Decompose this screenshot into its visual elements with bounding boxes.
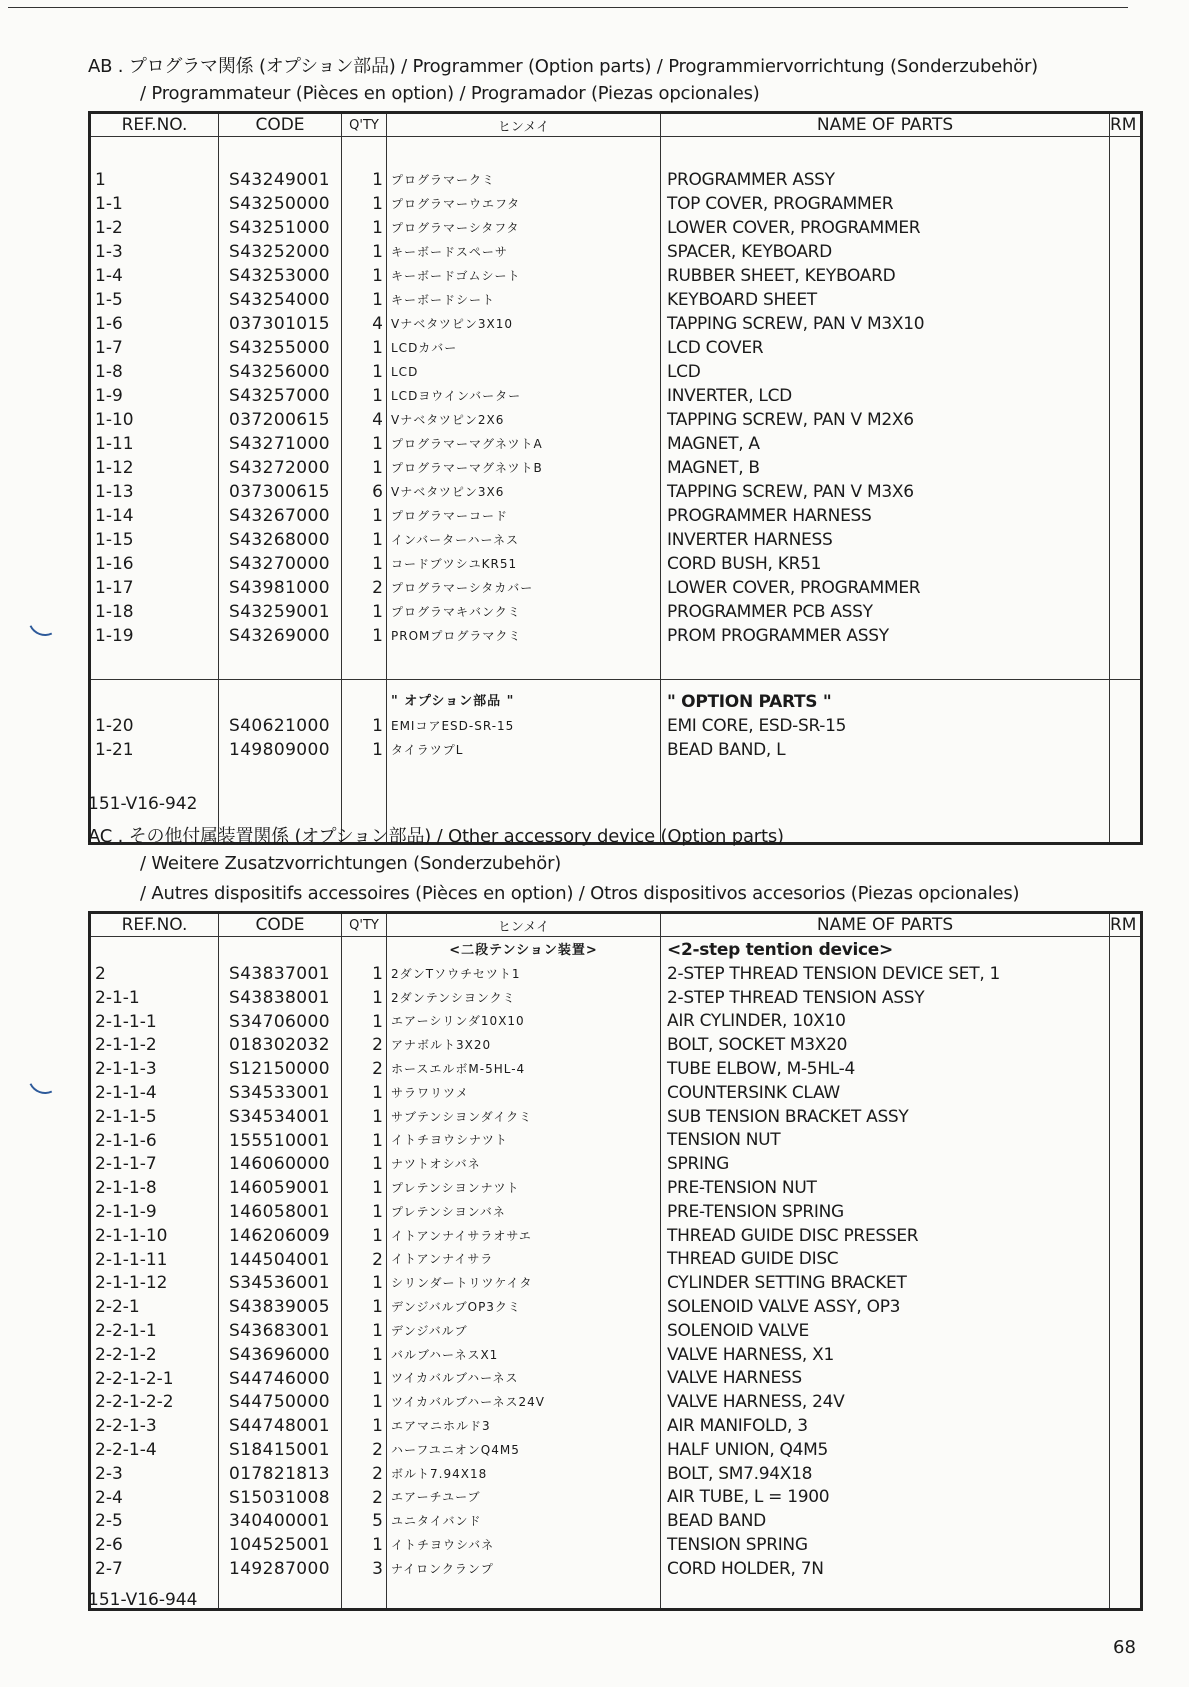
table-cell: 1 — [372, 1344, 383, 1365]
table-cell: 1-21 — [95, 740, 134, 760]
section-ac-subtitle-2: / Autres dispositifs accessoires (Pièces en option) / Otros dispositivos accesorios (Piezas opcionales) — [140, 883, 1020, 904]
table-cell: 2-2-1-2-2 — [95, 1392, 174, 1413]
table-cell: 2-1-1-2 — [95, 1035, 157, 1056]
table-cell: Vナベタツピン3X6 — [391, 485, 505, 499]
table-cell: 3 — [372, 1558, 383, 1579]
name-column — [661, 937, 1110, 1610]
table-cell: EMIコアESD-SR-15 — [391, 719, 515, 733]
table-cell: 1 — [372, 602, 383, 622]
table-cell: プログラマーマグネツトB — [391, 461, 543, 475]
table-cell: 1 — [372, 1201, 383, 1222]
binder-hole-mark — [23, 597, 67, 641]
table-cell: 2 — [372, 1463, 383, 1484]
rm-header: RM — [1110, 913, 1142, 937]
table-cell: TAPPING SCREW, PAN V M3X10 — [667, 314, 925, 334]
table-cell: 4 — [372, 314, 383, 334]
table-cell: 2 — [372, 1439, 383, 1460]
table-cell: THREAD GUIDE DISC PRESSER — [667, 1225, 919, 1246]
page-number: 68 — [1113, 1637, 1136, 1658]
table-cell: プログラマーウエフタ — [391, 197, 521, 211]
table-cell: S34706000 — [229, 1011, 330, 1032]
table-cell: S43272000 — [229, 458, 330, 478]
table-cell: TAPPING SCREW, PAN V M3X6 — [667, 482, 914, 502]
table-cell: 1 — [372, 1297, 383, 1318]
table-cell: 2-4 — [95, 1487, 123, 1508]
table-cell: TAPPING SCREW, PAN V M2X6 — [667, 410, 914, 430]
table-cell: 1 — [372, 338, 383, 358]
table-cell: 1 — [372, 1416, 383, 1437]
table-cell: 2-5 — [95, 1511, 123, 1532]
table-cell: 037301015 — [229, 314, 330, 334]
option-parts-row — [90, 680, 1142, 844]
table-cell: Vナベタツピン2X6 — [391, 413, 505, 427]
table-cell: ツイカバルブハーネス24V — [391, 1395, 545, 1410]
table-cell: 149287000 — [229, 1558, 330, 1579]
table-cell: プログラマークミ — [391, 173, 496, 187]
table-cell: SUB TENSION BRACKET ASSY — [667, 1106, 909, 1127]
table-cell: BEAD BAND, L — [667, 740, 786, 760]
kana-column — [387, 937, 661, 1610]
top-rule — [8, 7, 1128, 8]
table-cell: タイラツプL — [391, 743, 464, 757]
table-cell: 2-1-1-4 — [95, 1082, 157, 1103]
table-cell: 1-13 — [95, 482, 134, 502]
table-cell: Vナベタツピン3X10 — [391, 317, 513, 331]
table-cell: 1 — [372, 386, 383, 406]
table-cell: 2 — [372, 578, 383, 598]
table-cell: 1 — [372, 716, 383, 736]
table-cell: S43271000 — [229, 434, 330, 454]
table-cell: 1 — [372, 1535, 383, 1556]
table-cell: 2-6 — [95, 1535, 123, 1556]
table-cell: 1 — [372, 1320, 383, 1341]
table-cell: 1 — [372, 194, 383, 214]
table-cell: KEYBOARD SHEET — [667, 290, 817, 310]
table-cell: PROGRAMMER HARNESS — [667, 506, 872, 526]
table-cell: CORD BUSH, KR51 — [667, 554, 822, 574]
parts-table-ab — [88, 111, 1143, 845]
table-cell: S43257000 — [229, 386, 330, 406]
table-cell: PRE-TENSION NUT — [667, 1177, 817, 1198]
table-cell: 2-STEP THREAD TENSION DEVICE SET, 1 — [667, 963, 1001, 984]
option-parts-kana-label: " オプション部品 " — [391, 694, 515, 709]
table-cell: S43268000 — [229, 530, 330, 550]
kana-header: ヒンメイ — [387, 913, 661, 937]
table-cell: 1 — [372, 1154, 383, 1175]
table-cell: 2 — [372, 1059, 383, 1080]
table-cell: ナツトオシバネ — [391, 1157, 481, 1172]
rm-column — [1110, 137, 1142, 680]
ref-column — [90, 137, 219, 680]
table-cell: ホースエルボM-5HL-4 — [391, 1061, 526, 1076]
table-cell: 1 — [372, 740, 383, 760]
table-cell: S44748001 — [229, 1416, 330, 1437]
table-cell: PROGRAMMER ASSY — [667, 170, 835, 190]
binder-hole-mark — [23, 1055, 67, 1099]
table-cell: 2ダンテンシヨンクミ — [391, 990, 516, 1005]
table-cell: SOLENOID VALVE ASSY, OP3 — [667, 1296, 901, 1317]
table-cell: 6 — [372, 482, 383, 502]
table-cell: CORD HOLDER, 7N — [667, 1558, 824, 1579]
table-cell: 2-1-1-8 — [95, 1178, 157, 1199]
table-cell: 1 — [372, 1225, 383, 1246]
table-cell: 1 — [372, 1082, 383, 1103]
table-cell: 1-1 — [95, 194, 123, 214]
ref-header: REF.NO. — [90, 913, 219, 937]
table-cell: 1 — [372, 626, 383, 646]
table-cell: 1-15 — [95, 530, 134, 550]
table-cell: 1 — [372, 1392, 383, 1413]
table-cell: PRE-TENSION SPRING — [667, 1201, 844, 1222]
code-header: CODE — [219, 913, 342, 937]
table-cell: S43253000 — [229, 266, 330, 286]
code-header: CODE — [219, 113, 342, 137]
table-cell: 1-12 — [95, 458, 134, 478]
table-cell: SPACER, KEYBOARD — [667, 242, 832, 262]
table-cell: S43838001 — [229, 987, 330, 1008]
table-cell: BOLT, SOCKET M3X20 — [667, 1035, 848, 1056]
ref-header: REF.NO. — [90, 113, 219, 137]
section-ab-title: AB . プログラマ関係 (オプション部品) / Programmer (Option parts) / Programmiervorrichtung (Sonderzubehör) — [88, 56, 1038, 77]
table-cell: 1 — [372, 1273, 383, 1294]
table-cell: 1 — [372, 1368, 383, 1389]
table-cell: 2 — [95, 964, 106, 984]
table-cell: エアマニホルド3 — [391, 1418, 491, 1433]
table-cell: 1-14 — [95, 506, 134, 526]
table-cell: 2-1-1-5 — [95, 1106, 157, 1127]
table-cell: キーボードゴムシート — [391, 269, 521, 283]
table-cell: 1 — [372, 554, 383, 574]
table-cell: プレテンシヨンナツト — [391, 1180, 520, 1195]
name-column — [661, 680, 1110, 844]
table-cell: MAGNET, B — [667, 458, 760, 478]
table-cell: S43837001 — [229, 964, 330, 984]
table-cell: BEAD BAND — [667, 1511, 766, 1532]
table-cell: 2-1-1-7 — [95, 1154, 157, 1175]
table-cell: S43839005 — [229, 1297, 330, 1318]
table-cell: 1-11 — [95, 434, 134, 454]
name-column — [661, 137, 1110, 680]
table-cell: 017821813 — [229, 1463, 330, 1484]
table-cell: BOLT, SM7.94X18 — [667, 1463, 813, 1484]
table-cell: エアーシリンダ10X10 — [391, 1014, 525, 1029]
table-cell: 1-5 — [95, 290, 123, 310]
rm-header: RM — [1110, 113, 1142, 137]
table-body-row — [90, 937, 1142, 1610]
table-cell: プログラマーコード — [391, 509, 509, 523]
table-cell: 2-2-1-1 — [95, 1320, 157, 1341]
table-cell: LOWER COVER, PROGRAMMER — [667, 218, 921, 238]
table-cell: 1-9 — [95, 386, 123, 406]
name-header: NAME OF PARTS — [661, 913, 1110, 937]
table-cell: 1-4 — [95, 266, 123, 286]
table-cell: S43981000 — [229, 578, 330, 598]
table-cell: LCDカバー — [391, 341, 458, 355]
code-column — [219, 680, 342, 844]
table-cell: ユニタイバンド — [391, 1514, 482, 1529]
table-cell: ナイロンクランプ — [391, 1561, 494, 1576]
rm-column — [1110, 680, 1142, 844]
table-cell: プログラマーシタカバー — [391, 581, 534, 595]
table-cell: COUNTERSINK CLAW — [667, 1082, 840, 1103]
table-cell: INVERTER HARNESS — [667, 530, 833, 550]
table-cell: ボルト7.94X18 — [391, 1466, 488, 1481]
table-cell: 149809000 — [229, 740, 330, 760]
table-cell: S43250000 — [229, 194, 330, 214]
table-cell: 2ダンTソウチセツト1 — [391, 966, 521, 981]
name-header: NAME OF PARTS — [661, 113, 1110, 137]
two-step-kana-label: <二段テンション装置> — [449, 943, 598, 958]
table-cell: S43269000 — [229, 626, 330, 646]
table-cell: TUBE ELBOW, M-5HL-4 — [667, 1058, 856, 1079]
table-cell: 2-2-1-2-1 — [95, 1368, 174, 1389]
table-cell: SOLENOID VALVE — [667, 1320, 809, 1341]
table-cell: 1 — [372, 434, 383, 454]
table-cell: S43251000 — [229, 218, 330, 238]
table-cell: バルブハーネスX1 — [391, 1347, 499, 1362]
table-cell: EMI CORE, ESD-SR-15 — [667, 716, 847, 736]
table-cell: PROM PROGRAMMER ASSY — [667, 626, 889, 646]
table-cell: S43249001 — [229, 170, 330, 190]
table-cell: サラワリツメ — [391, 1085, 469, 1100]
parts-table-ac — [88, 911, 1143, 1611]
table-cell: 2-2-1 — [95, 1297, 140, 1318]
option-parts-label: " OPTION PARTS " — [667, 692, 832, 712]
table-cell: RUBBER SHEET, KEYBOARD — [667, 266, 896, 286]
table-cell: プログラマーシタフタ — [391, 221, 520, 235]
table-cell: 1-6 — [95, 314, 123, 334]
kana-column — [387, 680, 661, 844]
table-cell: TENSION SPRING — [667, 1534, 808, 1555]
two-step-label: <2-step tention device> — [667, 940, 893, 960]
table-cell: VALVE HARNESS, X1 — [667, 1344, 834, 1365]
table-cell: 1-2 — [95, 218, 123, 238]
table-cell: 1-3 — [95, 242, 123, 262]
section-ab-subtitle: / Programmateur (Pièces en option) / Programador (Piezas opcionales) — [140, 83, 760, 104]
table-cell: 1-8 — [95, 362, 123, 382]
table-cell: 1 — [372, 290, 383, 310]
table-cell: SPRING — [667, 1154, 729, 1175]
code-column — [219, 137, 342, 680]
table-cell: 2-1-1-10 — [95, 1225, 168, 1246]
table-cell: 037200615 — [229, 410, 330, 430]
table-cell: 1-16 — [95, 554, 134, 574]
table-cell: PROMプログラマクミ — [391, 629, 522, 643]
table-cell: 1 — [372, 266, 383, 286]
table-cell: 2-2-1-3 — [95, 1416, 157, 1437]
table-cell: 1-20 — [95, 716, 134, 736]
table-cell: LCD — [391, 365, 419, 379]
table-cell: INVERTER, LCD — [667, 386, 792, 406]
table-cell: VALVE HARNESS — [667, 1368, 802, 1389]
table-cell: 1 — [372, 964, 383, 984]
table-cell: 018302032 — [229, 1035, 330, 1056]
table-cell: インバーターハーネス — [391, 533, 519, 547]
table-cell: アナボルト3X20 — [391, 1038, 492, 1053]
table-cell: 1-10 — [95, 410, 134, 430]
table-cell: 1 — [372, 458, 383, 478]
table-cell: 1-7 — [95, 338, 123, 358]
table-cell: 1 — [372, 1130, 383, 1151]
table-cell: 2-1-1 — [95, 987, 140, 1008]
table-cell: 2-1-1-1 — [95, 1011, 157, 1032]
qty-column — [342, 937, 387, 1610]
table-cell: 2-1-1-12 — [95, 1273, 168, 1294]
table-cell: 2 — [372, 1487, 383, 1508]
ref-column — [90, 680, 219, 844]
table-cell: S43683001 — [229, 1320, 330, 1341]
table-cell: S43254000 — [229, 290, 330, 310]
table-cell: 2-3 — [95, 1463, 123, 1484]
qty-column — [342, 680, 387, 844]
table-cell: PROGRAMMER PCB ASSY — [667, 602, 873, 622]
table-cell: 1 — [372, 1011, 383, 1032]
table-cell: 1 — [372, 170, 383, 190]
table-cell: S15031008 — [229, 1487, 330, 1508]
table-cell: デンジバルブOP3クミ — [391, 1299, 521, 1314]
table-cell: 2-1-1-3 — [95, 1059, 157, 1080]
table-cell: CYLINDER SETTING BRACKET — [667, 1273, 907, 1294]
table-cell: S34536001 — [229, 1273, 330, 1294]
table-cell: S43252000 — [229, 242, 330, 262]
kana-header: ヒンメイ — [387, 113, 661, 137]
table-cell: シリンダートリツケイタ — [391, 1276, 533, 1291]
table-cell: 2-STEP THREAD TENSION ASSY — [667, 987, 925, 1008]
qty-header: Q'TY — [342, 913, 387, 937]
section-ac-title: AC . その他付属装置関係 (オプション部品) / Other accessory device (Option parts) — [88, 826, 784, 847]
table-cell: 2-2-1-4 — [95, 1439, 157, 1460]
table-cell: エアーチユーブ — [391, 1490, 481, 1505]
table-cell: S43270000 — [229, 554, 330, 574]
table-cell: ツイカバルブハーネス — [391, 1371, 519, 1386]
table-cell: 5 — [372, 1511, 383, 1532]
table-cell: サブテンシヨンダイクミ — [391, 1109, 533, 1124]
table-cell: AIR TUBE, L = 1900 — [667, 1487, 830, 1508]
table-cell: キーボードシート — [391, 293, 496, 307]
table-cell: S44750000 — [229, 1392, 330, 1413]
table-cell: キーボードスペーサ — [391, 245, 508, 259]
table-cell: 155510001 — [229, 1130, 330, 1151]
table-cell: MAGNET, A — [667, 434, 760, 454]
table-cell: S43256000 — [229, 362, 330, 382]
table-cell: S43255000 — [229, 338, 330, 358]
table-cell: TOP COVER, PROGRAMMER — [667, 194, 894, 214]
kana-column — [387, 137, 661, 680]
table-cell: 340400001 — [229, 1511, 330, 1532]
table-cell: 1 — [372, 1106, 383, 1127]
table-cell: S44746000 — [229, 1368, 330, 1389]
table-cell: S34533001 — [229, 1082, 330, 1103]
table-cell: S43696000 — [229, 1344, 330, 1365]
table-cell: LOWER COVER, PROGRAMMER — [667, 578, 921, 598]
table-cell: 1 — [372, 362, 383, 382]
table-cell: 1 — [372, 1178, 383, 1199]
table-cell: 4 — [372, 410, 383, 430]
table-cell: 1 — [372, 530, 383, 550]
table-cell: イトチヨウシバネ — [391, 1537, 495, 1552]
table-cell: TENSION NUT — [667, 1130, 781, 1151]
table-header-row — [90, 113, 1142, 137]
table-cell: ハーフユニオンQ4M5 — [391, 1442, 520, 1457]
table-cell: S18415001 — [229, 1439, 330, 1460]
table-cell: 1 — [372, 218, 383, 238]
table-cell: 146060000 — [229, 1154, 330, 1175]
table-cell: イトアンナイサラオサエ — [391, 1228, 532, 1243]
table-cell: S43259001 — [229, 602, 330, 622]
table-cell: 1 — [372, 506, 383, 526]
table-cell: 037300615 — [229, 482, 330, 502]
table-cell: プログラマーマグネツトA — [391, 437, 543, 451]
table-cell: S40621000 — [229, 716, 330, 736]
table-cell: プレテンシヨンバネ — [391, 1204, 506, 1219]
table-body-row — [90, 137, 1142, 680]
ref-column — [90, 937, 219, 1610]
table-cell: HALF UNION, Q4M5 — [667, 1439, 829, 1460]
table-cell: S34534001 — [229, 1106, 330, 1127]
table-cell: 2-1-1-11 — [95, 1249, 168, 1270]
table-cell: S43267000 — [229, 506, 330, 526]
table-cell: LCD COVER — [667, 338, 764, 358]
table-cell: イトアンナイサラ — [391, 1252, 494, 1267]
table-cell: 2 — [372, 1249, 383, 1270]
table-cell: デンジバルブ — [391, 1323, 468, 1338]
section-ac-subtitle-1: / Weitere Zusatzvorrichtungen (Sonderzubehör) — [140, 853, 562, 874]
table-cell: S12150000 — [229, 1059, 330, 1080]
table-cell: THREAD GUIDE DISC — [667, 1249, 839, 1270]
rm-column — [1110, 937, 1142, 1610]
table-cell: 2-1-1-6 — [95, 1130, 157, 1151]
section-ab-footer: 151-V16-942 — [88, 794, 198, 814]
table-cell: AIR MANIFOLD, 3 — [667, 1415, 808, 1436]
qty-column — [342, 137, 387, 680]
table-cell: 1 — [95, 170, 106, 190]
table-cell: 144504001 — [229, 1249, 330, 1270]
section-ac-footer: 151-V16-944 — [88, 1590, 198, 1610]
table-cell: LCD — [667, 362, 701, 382]
table-cell: 146059001 — [229, 1178, 330, 1199]
table-cell: 2-1-1-9 — [95, 1201, 157, 1222]
table-cell: 1-19 — [95, 626, 134, 646]
table-cell: 1-17 — [95, 578, 134, 598]
table-cell: 146206009 — [229, 1225, 330, 1246]
table-cell: 146058001 — [229, 1201, 330, 1222]
table-cell: 104525001 — [229, 1535, 330, 1556]
table-cell: LCDヨウインバーター — [391, 389, 522, 403]
table-cell: イトチヨウシナツト — [391, 1133, 508, 1148]
qty-header: Q'TY — [342, 113, 387, 137]
table-cell: AIR CYLINDER, 10X10 — [667, 1011, 846, 1032]
table-cell: コードブツシユKR51 — [391, 557, 518, 571]
table-cell: プログラマキバンクミ — [391, 605, 521, 619]
table-cell: VALVE HARNESS, 24V — [667, 1392, 845, 1413]
table-cell: 1 — [372, 242, 383, 262]
table-cell: 2-7 — [95, 1558, 123, 1579]
table-header-row — [90, 913, 1142, 937]
table-cell: 2 — [372, 1035, 383, 1056]
table-cell: 1 — [372, 987, 383, 1008]
table-cell: 2-2-1-2 — [95, 1344, 157, 1365]
code-column — [219, 937, 342, 1610]
table-cell: 1-18 — [95, 602, 134, 622]
